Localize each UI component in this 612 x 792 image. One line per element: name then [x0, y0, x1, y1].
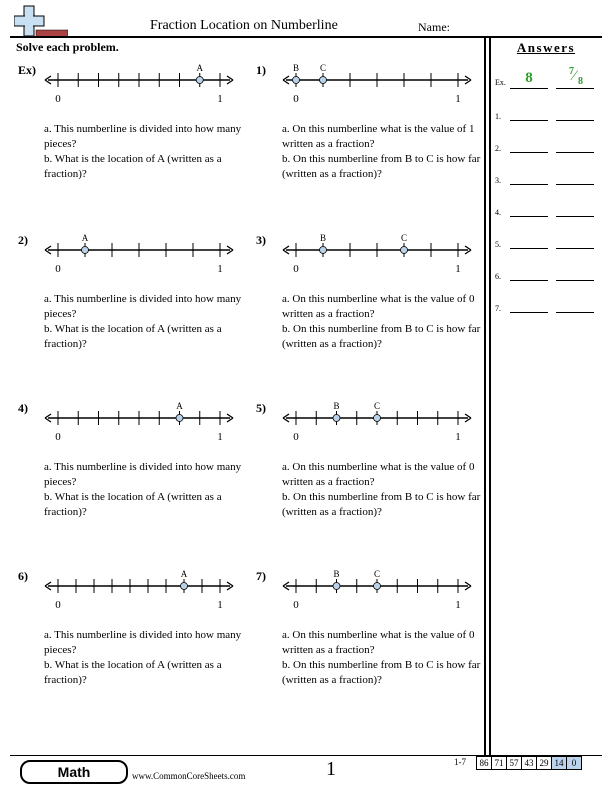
numberline-end-label: 1 — [455, 431, 461, 442]
numberline-start-label: 0 — [55, 93, 61, 104]
numberline-start-label: 0 — [293, 599, 299, 610]
question-b: b. On this numberline from B to C is how far (written as a fraction)? — [282, 153, 481, 180]
problem-number: Ex) — [18, 63, 36, 77]
point-label: C — [373, 401, 381, 411]
question-a: a. On this numberline what is the value of 0 written as a fraction? — [282, 461, 475, 488]
point-a — [181, 583, 188, 590]
point-label: B — [333, 401, 340, 411]
numberline-start-label: 0 — [293, 431, 299, 442]
question-b: b. On this numberline from B to C is how far (written as a fraction)? — [282, 491, 481, 518]
point-label: A — [81, 233, 89, 243]
answer-row-label: 4. — [495, 208, 501, 217]
answer-row-label: 6. — [495, 272, 501, 281]
problem-number: 6) — [18, 569, 28, 583]
question-a: a. This numberline is divided into how many pieces? — [44, 123, 242, 150]
answer-example-b — [556, 66, 594, 88]
answer-example-b-denominator: 8 — [578, 76, 583, 87]
point-b — [333, 583, 340, 590]
question-b: b. What is the location of A (written as a fraction)? — [44, 491, 222, 518]
header-divider — [10, 36, 602, 38]
question-a: a. On this numberline what is the value of 0 written as a fraction? — [282, 293, 475, 320]
score-table — [476, 756, 582, 770]
answer-example-a-line — [510, 88, 548, 89]
numberline-end-label: 1 — [217, 599, 223, 610]
answer-a-blank[interactable] — [510, 248, 548, 249]
score-cell: 57 — [507, 756, 522, 770]
point-a — [176, 415, 183, 422]
score-range-label: 1-7 — [454, 757, 466, 767]
answer-a-blank[interactable] — [510, 152, 548, 153]
problem-number: 7) — [256, 569, 266, 583]
point-c — [374, 583, 381, 590]
numberline — [264, 566, 486, 610]
answer-example-b-line — [556, 88, 594, 89]
question-b: b. On this numberline from B to C is how far (written as a fraction)? — [282, 323, 481, 350]
math-brand-badge: Math — [20, 760, 128, 784]
point-b — [320, 247, 327, 254]
point-label: A — [180, 569, 188, 579]
numberline-end-label: 1 — [217, 431, 223, 442]
point-c — [320, 77, 327, 84]
numberline-end-label: 1 — [455, 93, 461, 104]
question-a: a. On this numberline what is the value of 1 written as a fraction? — [282, 123, 475, 150]
question-a: a. On this numberline what is the value of 0 written as a fraction? — [282, 629, 475, 656]
problem-number: 4) — [18, 401, 28, 415]
page-title: Fraction Location on Numberline — [150, 18, 338, 33]
answers-title: Answers — [516, 40, 576, 55]
answer-b-blank[interactable] — [556, 248, 594, 249]
answer-a-blank[interactable] — [510, 120, 548, 121]
numberline-end-label: 1 — [217, 263, 223, 274]
question-a: a. This numberline is divided into how many pieces? — [44, 293, 242, 320]
point-label: C — [400, 233, 408, 243]
score-cell: 29 — [537, 756, 552, 770]
problem-number: 1) — [256, 63, 266, 77]
answer-b-blank[interactable] — [556, 216, 594, 217]
numberline — [264, 398, 486, 442]
answer-row-label: 3. — [495, 176, 501, 185]
instructions: Solve each problem. — [16, 40, 119, 54]
question-b: b. What is the location of A (written as a fraction)? — [44, 153, 222, 180]
point-label: C — [373, 569, 381, 579]
answer-row-label: 1. — [495, 112, 501, 121]
page-number: 1 — [326, 758, 336, 780]
answer-a-blank[interactable] — [510, 216, 548, 217]
answer-row-label: 5. — [495, 240, 501, 249]
numberline-end-label: 1 — [455, 599, 461, 610]
numberline-start-label: 0 — [293, 263, 299, 274]
answer-column-divider — [484, 37, 486, 755]
numberline — [264, 60, 486, 104]
answer-example-label: Ex. — [495, 78, 506, 87]
score-cell: 43 — [522, 756, 537, 770]
point-label: B — [292, 63, 300, 73]
answer-example-a: 8 — [525, 70, 533, 86]
point-label: C — [319, 63, 327, 73]
score-cell: 0 — [567, 756, 582, 770]
point-label: A — [196, 63, 203, 73]
answer-b-blank[interactable] — [556, 280, 594, 281]
question-b: b. What is the location of A (written as a fraction)? — [44, 323, 222, 350]
numberline-end-label: 1 — [217, 93, 223, 104]
score-cell: 14 — [552, 756, 567, 770]
point-label: B — [319, 233, 327, 243]
problem-number: 2) — [18, 233, 28, 247]
answer-a-blank[interactable] — [510, 280, 548, 281]
answer-column-divider-inner — [489, 37, 491, 755]
answer-a-blank[interactable] — [510, 184, 548, 185]
score-cell: 86 — [476, 756, 492, 770]
numberline — [26, 398, 248, 442]
numberline — [26, 60, 248, 104]
logo — [14, 4, 68, 38]
fraction-slash: ⁄ — [573, 68, 576, 84]
answer-row-label: 2. — [495, 144, 501, 153]
answer-a-blank[interactable] — [510, 312, 548, 313]
problem-number: 5) — [256, 401, 266, 415]
answer-row-label: 7. — [495, 304, 501, 313]
point-c — [374, 415, 381, 422]
numberline-start-label: 0 — [55, 599, 61, 610]
numberline-start-label: 0 — [55, 431, 61, 442]
answer-b-blank[interactable] — [556, 152, 594, 153]
answer-b-blank[interactable] — [556, 312, 594, 313]
problem-number: 3) — [256, 233, 266, 247]
point-b — [293, 77, 300, 84]
question-a: a. This numberline is divided into how many pieces? — [44, 461, 242, 488]
name-label: Name: — [418, 20, 450, 34]
numberline-start-label: 0 — [293, 93, 299, 104]
numberline-start-label: 0 — [55, 263, 61, 274]
question-b: b. What is the location of A (written as a fraction)? — [44, 659, 222, 686]
numberline — [264, 230, 486, 274]
numberline-end-label: 1 — [455, 263, 461, 274]
plus-logo-icon — [14, 4, 68, 38]
site-url: www.CommonCoreSheets.com — [132, 771, 246, 781]
point-a — [196, 77, 203, 84]
question-b: b. On this numberline from B to C is how far (written as a fraction)? — [282, 659, 481, 686]
answer-b-blank[interactable] — [556, 120, 594, 121]
point-label: A — [176, 401, 183, 411]
answer-example-b-numerator: 7 — [569, 66, 574, 77]
answer-b-blank[interactable] — [556, 184, 594, 185]
numberline — [26, 566, 248, 610]
question-a: a. This numberline is divided into how many pieces? — [44, 629, 242, 656]
point-b — [333, 415, 340, 422]
score-cell: 71 — [492, 756, 507, 770]
numberline — [26, 230, 248, 274]
point-a — [82, 247, 89, 254]
point-label: B — [333, 569, 340, 579]
point-c — [401, 247, 408, 254]
